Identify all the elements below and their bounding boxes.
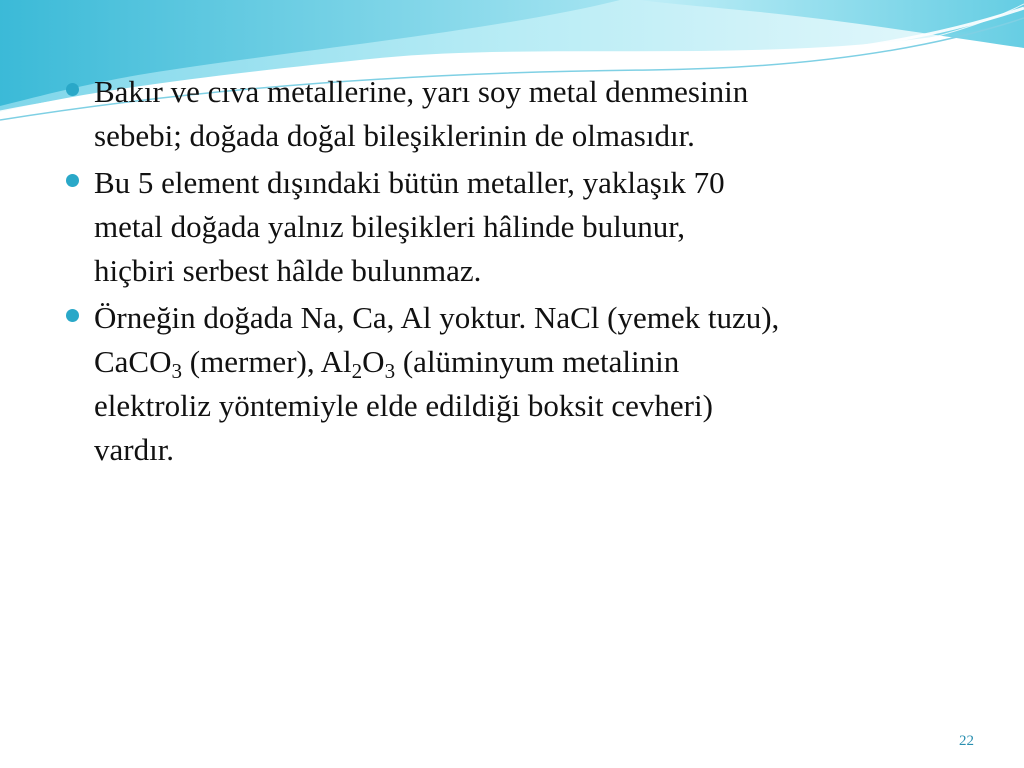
subscript: 3 [384, 358, 396, 383]
text-mermer: (mermer), [182, 344, 321, 379]
bullet-list [66, 70, 966, 475]
bullet-line: Bu 5 element dışındaki bütün metaller, yaklaşık 70 [94, 165, 725, 200]
bullet-dot-icon [66, 174, 79, 187]
bullet-line: Bakır ve cıva metallerine, yarı soy metal denmesinin [94, 74, 749, 109]
bullet-item-3 [66, 296, 966, 472]
bullet-dot-icon [66, 83, 79, 96]
formula-al2o3-o: O [362, 344, 385, 379]
subscript: 3 [171, 358, 183, 383]
formula-al2o3-al: Al [320, 344, 352, 379]
bullet-line: sebebi; doğada doğal bileşiklerinin de olmasıdır. [94, 118, 695, 153]
bullet-item-1 [66, 70, 966, 158]
formula-caco3: CaCO [94, 344, 172, 379]
bullet-line: elektroliz yöntemiyle elde edildiği boksit cevheri) [94, 388, 713, 423]
bullet-line: hiçbiri serbest hâlde bulunmaz. [94, 253, 482, 288]
subscript: 2 [351, 358, 363, 383]
bullet-line: metal doğada yalnız bileşikleri hâlinde bulunur, [94, 209, 686, 244]
bullet-line: Örneğin doğada Na, Ca, Al yoktur. NaCl (yemek tuzu), [94, 300, 780, 335]
bullet-dot-icon [66, 309, 79, 322]
bullet-item-2 [66, 161, 966, 293]
bullet-line-formula [94, 340, 966, 384]
slide-number: 22 [959, 733, 974, 749]
bullet-line: vardır. [94, 432, 175, 467]
text-aluminyum: (alüminyum metalinin [395, 344, 680, 379]
